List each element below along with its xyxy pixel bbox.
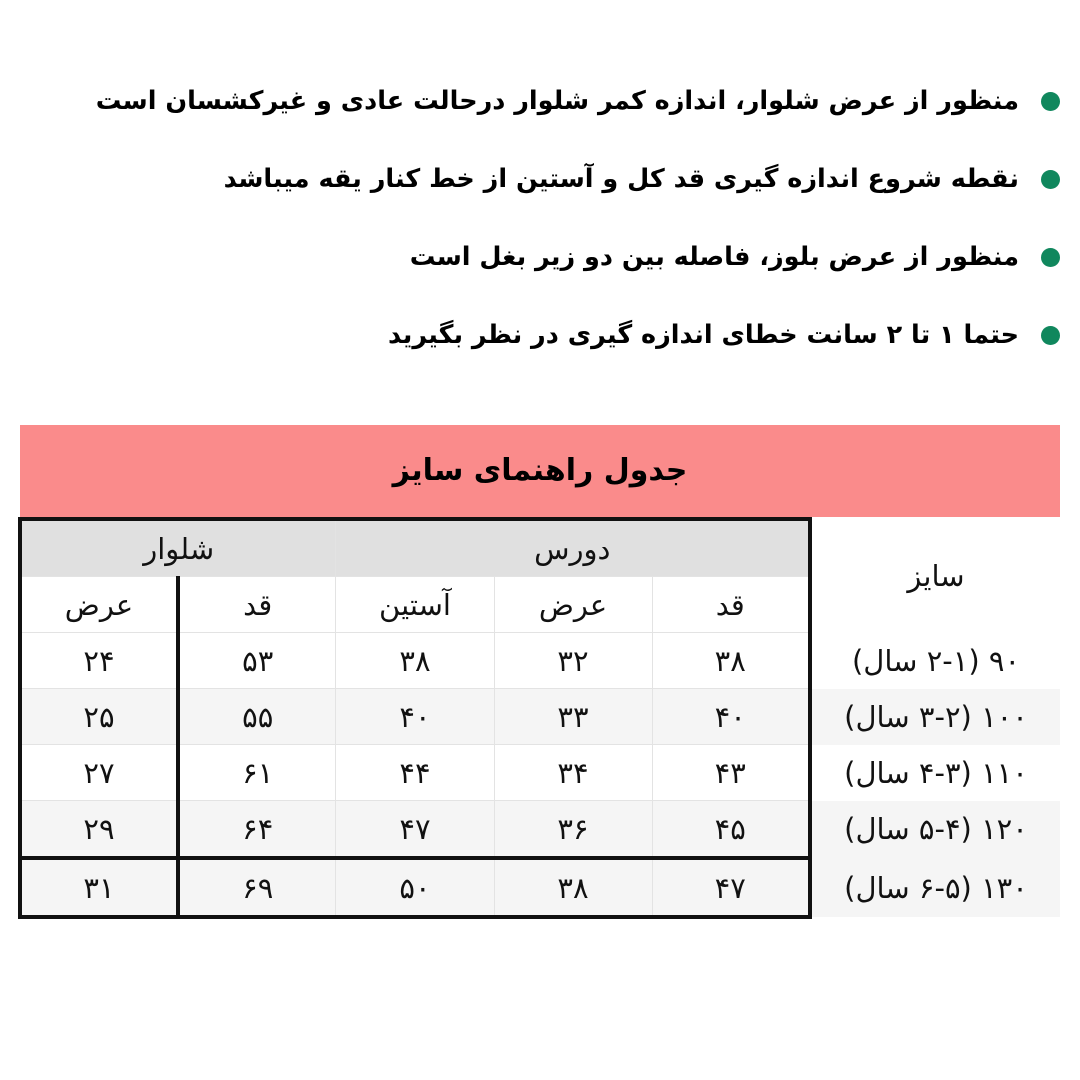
cell-doores-width: ۳۶: [494, 801, 652, 859]
header-group-doores: دورس: [336, 519, 810, 577]
subheader-doores-sleeve: آستین: [336, 577, 494, 633]
size-table-container: [20, 425, 1060, 919]
cell-shalvar-width: ۲۹: [20, 801, 178, 859]
bullet-dot-icon: [1041, 92, 1060, 111]
cell-size: ۱۱۰ (۴-۳ سال): [810, 745, 1060, 801]
cell-doores-length: ۳۸: [652, 633, 810, 689]
size-guide-table: [18, 517, 1060, 919]
cell-shalvar-width: ۲۷: [20, 745, 178, 801]
cell-doores-length: ۴۳: [652, 745, 810, 801]
cell-size: ۱۳۰ (۶-۵ سال): [810, 858, 1060, 917]
table-row: [20, 689, 1060, 745]
subheader-shalvar-length: قد: [178, 577, 336, 633]
cell-doores-sleeve: ۴۴: [336, 745, 494, 801]
cell-shalvar-length: ۶۱: [178, 745, 336, 801]
note-text: نقطه شروع اندازه گیری قد کل و آستین از خط کنار یقه میباشد: [223, 163, 1019, 194]
list-item: [20, 62, 1060, 140]
cell-doores-sleeve: ۵۰: [336, 858, 494, 917]
cell-size: ۱۲۰ (۵-۴ سال): [810, 801, 1060, 859]
size-table-title: جدول راهنمای سایز: [20, 425, 1060, 517]
subheader-doores-width: عرض: [494, 577, 652, 633]
cell-doores-length: ۴۰: [652, 689, 810, 745]
table-row: [20, 858, 1060, 917]
cell-doores-sleeve: ۳۸: [336, 633, 494, 689]
list-item: [20, 218, 1060, 296]
bullet-dot-icon: [1041, 326, 1060, 345]
table-body: [20, 633, 1060, 918]
note-text: حتما ۱ تا ۲ سانت خطای اندازه گیری در نظر بگیرید: [388, 319, 1019, 350]
table-group-header-row: [20, 519, 1060, 577]
table-head: [20, 519, 1060, 633]
bullet-dot-icon: [1041, 248, 1060, 267]
cell-doores-width: ۳۳: [494, 689, 652, 745]
cell-shalvar-length: ۶۹: [178, 858, 336, 917]
cell-shalvar-length: ۵۳: [178, 633, 336, 689]
cell-doores-sleeve: ۴۰: [336, 689, 494, 745]
note-text: منظور از عرض بلوز، فاصله بین دو زیر بغل است: [409, 241, 1019, 272]
header-group-shalvar: شلوار: [20, 519, 336, 577]
cell-shalvar-length: ۵۵: [178, 689, 336, 745]
cell-doores-width: ۳۲: [494, 633, 652, 689]
cell-doores-sleeve: ۴۷: [336, 801, 494, 859]
table-row: [20, 801, 1060, 859]
header-size: سایز: [907, 558, 965, 593]
bullet-dot-icon: [1041, 170, 1060, 189]
table-row: [20, 633, 1060, 689]
measurement-notes-list: [20, 62, 1060, 374]
subheader-shalvar-width: عرض: [20, 577, 178, 633]
cell-doores-length: ۴۷: [652, 858, 810, 917]
subheader-doores-length: قد: [652, 577, 810, 633]
cell-doores-length: ۴۵: [652, 801, 810, 859]
cell-doores-width: ۳۸: [494, 858, 652, 917]
cell-shalvar-width: ۲۵: [20, 689, 178, 745]
note-text: منظور از عرض شلوار، اندازه کمر شلوار درحالت عادی و غیرکشسان است: [95, 85, 1019, 116]
table-row: [20, 745, 1060, 801]
cell-doores-width: ۳۴: [494, 745, 652, 801]
cell-shalvar-length: ۶۴: [178, 801, 336, 859]
cell-size: ۹۰ (۲-۱ سال): [810, 633, 1060, 689]
cell-size: ۱۰۰ (۳-۲ سال): [810, 689, 1060, 745]
list-item: [20, 296, 1060, 374]
cell-shalvar-width: ۳۱: [20, 858, 178, 917]
cell-shalvar-width: ۲۴: [20, 633, 178, 689]
list-item: [20, 140, 1060, 218]
